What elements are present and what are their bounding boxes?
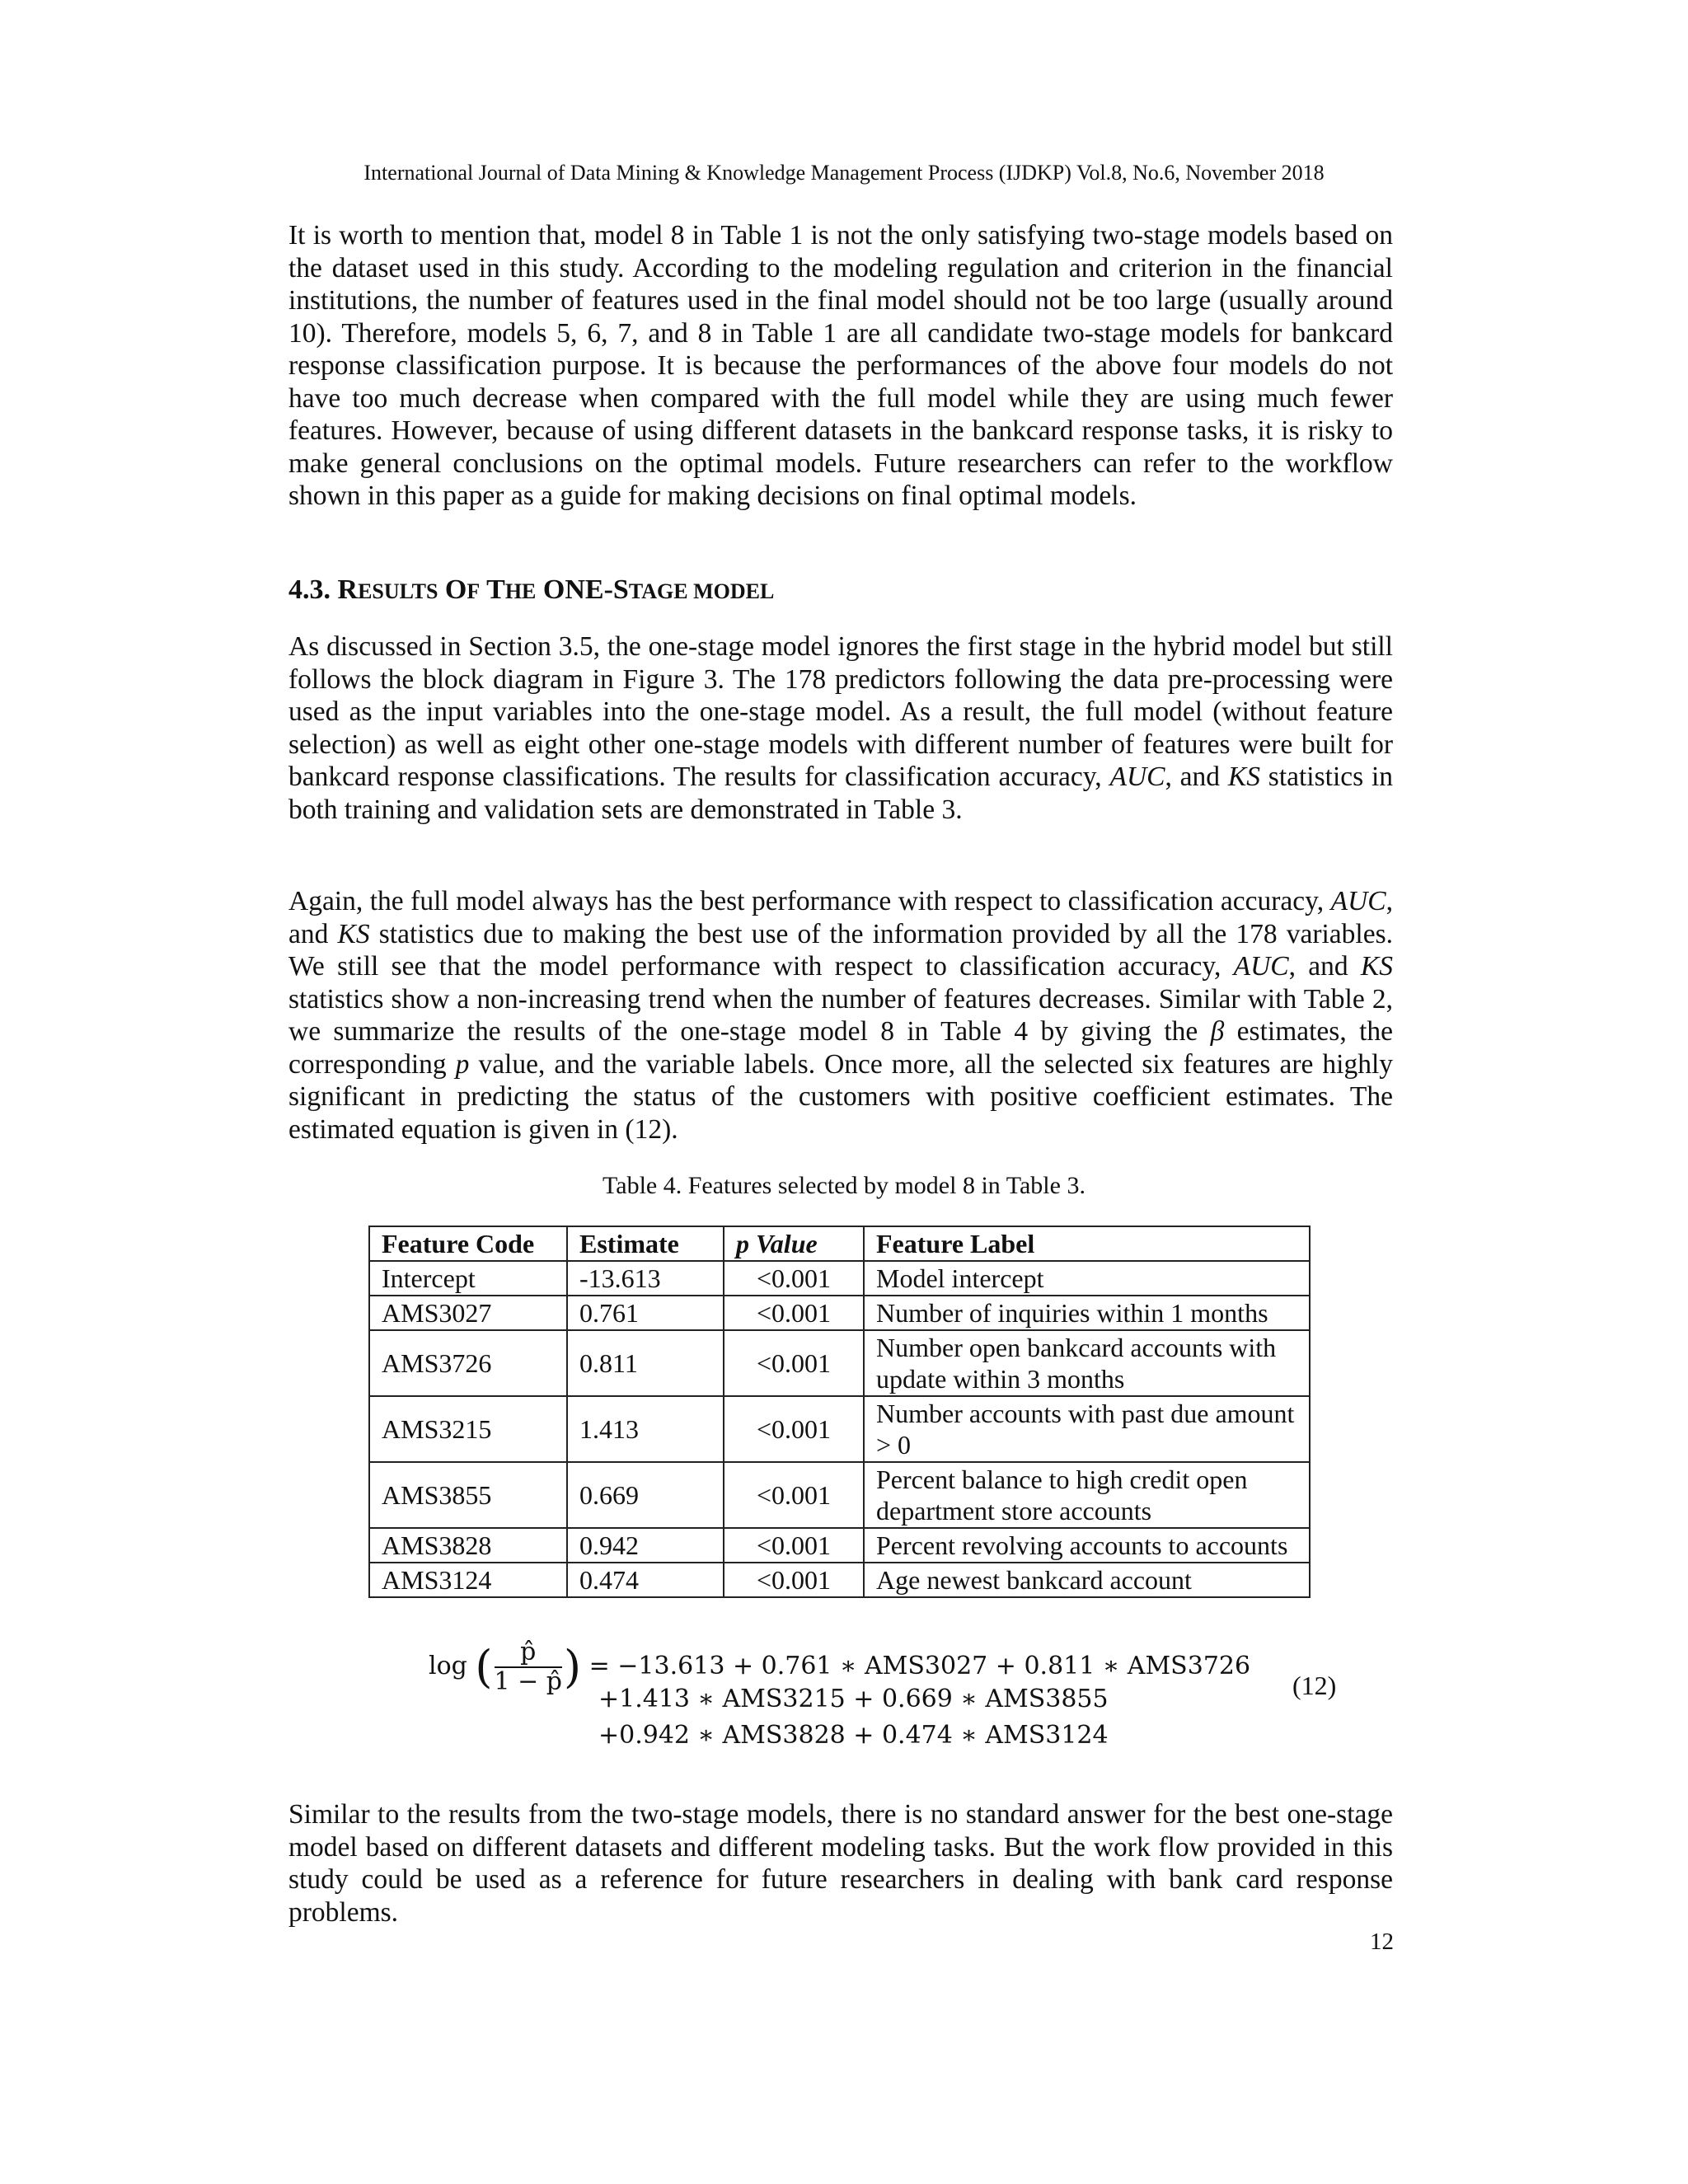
table-row bbox=[369, 1330, 1310, 1396]
cell-feature-label: Age newest bankcard account bbox=[864, 1563, 1310, 1597]
cell-estimate: 1.413 bbox=[567, 1396, 724, 1462]
equation-line-2: +1.413 ∗ AMS3215 + 0.669 ∗ AMS3855 bbox=[598, 1685, 1109, 1713]
header-estimate: Estimate bbox=[567, 1226, 724, 1261]
cell-feature-label: Percent balance to high credit open department store accounts bbox=[864, 1462, 1310, 1528]
paragraph-one-stage-intro: As discussed in Section 3.5, the one-stage model ignores the first stage in the hybrid model but still follows the block diagram in Figure 3. The 178 predictors following the data pre-processing were used as the input variables into the one-stage model. As a result, the full model (without feature selection) as well as eight other one-stage models with different number of features were built for bankcard response classifications. The results for classification accuracy, AUC, and KS statistics in both training and validation sets are demonstrated in Table 3. bbox=[288, 631, 1394, 825]
cell-p-value: <0.001 bbox=[724, 1261, 864, 1296]
cell-feature-label: Model intercept bbox=[864, 1261, 1310, 1296]
cell-p-value: <0.001 bbox=[724, 1462, 864, 1528]
paragraph-model-discussion: It is worth to mention that, model 8 in Table 1 is not the only satisfying two-stage models based on the dataset used in this study. According to the modeling regulation and criterion in the financial institutions, the number of features used in the final model should not be too large (usually around 10). Therefore, models 5, 6, 7, and 8 in Table 1 are all candidate two-stage models for bankcard response classification purpose. It is because the performances of the above four models do not have too much decrease when compared with the full model while they are using much fewer features. However, because of using different datasets in the bankcard response tasks, it is risky to make general conclusions on the optimal models. Future researchers can refer to the workflow shown in this paper as a guide for making decisions on final optimal models. bbox=[288, 220, 1393, 511]
equation-line-3: +0.942 ∗ AMS3828 + 0.474 ∗ AMS3124 bbox=[598, 1721, 1109, 1750]
running-header: International Journal of Data Mining & Knowledge Management Process (IJDKP) Vol.8, No.6, November 2018 bbox=[363, 161, 1325, 185]
cell-feature-code: AMS3124 bbox=[369, 1563, 567, 1597]
paragraph-full-model: Again, the full model always has the best performance with respect to classification accuracy, AUC, and KS statistics due to making the best use of the information provided by all the 178 variables. We still see that the model performance with respect to classification accuracy, AUC, and KS statistics show a non-increasing trend when the number of features decreases. Similar with Table 2, we summarize the results of the one-stage model 8 in Table 4 by giving the β estimates, the corresponding p value, and the variable labels. Once more, all the selected six features are highly significant in predicting the status of the customers with positive coefficient estimates. The estimated equation is given in (12). bbox=[288, 886, 1394, 1145]
cell-estimate: 0.942 bbox=[567, 1528, 724, 1563]
eq-fraction bbox=[495, 1638, 563, 1696]
cell-feature-label: Percent revolving accounts to accounts bbox=[864, 1528, 1310, 1563]
features-table bbox=[368, 1226, 1311, 1598]
equation-number: (12) bbox=[1292, 1671, 1337, 1700]
eq-numerator: p̂ bbox=[495, 1638, 563, 1668]
cell-feature-label: Number accounts with past due amount > 0 bbox=[864, 1396, 1310, 1462]
eq-rhs-line-1: = −13.613 + 0.761 ∗ AMS3027 + 0.811 ∗ AMS3726 bbox=[588, 1652, 1251, 1680]
cell-p-value: <0.001 bbox=[724, 1528, 864, 1563]
table-row bbox=[369, 1563, 1310, 1597]
cell-estimate: 0.474 bbox=[567, 1563, 724, 1597]
table-row bbox=[369, 1261, 1310, 1296]
table-header-row bbox=[369, 1226, 1310, 1261]
table-caption: Table 4. Features selected by model 8 in Table 3. bbox=[603, 1172, 1085, 1199]
cell-feature-code: AMS3726 bbox=[369, 1330, 567, 1396]
eq-log: log bbox=[429, 1652, 467, 1680]
cell-feature-label: Number open bankcard accounts with update within 3 months bbox=[864, 1330, 1310, 1396]
paragraph-conclusion: Similar to the results from the two-stage models, there is no standard answer for the best one-stage model based on different datasets and different modeling tasks. But the work flow provided in this study could be used as a reference for future researchers in dealing with bank card response problems. bbox=[288, 1799, 1393, 1928]
cell-feature-code: Intercept bbox=[369, 1261, 567, 1296]
table-row bbox=[369, 1462, 1310, 1528]
eq-denominator: 1 − p̂ bbox=[494, 1667, 562, 1696]
eq-right-paren: ) bbox=[564, 1641, 582, 1693]
cell-p-value: <0.001 bbox=[724, 1563, 864, 1597]
equation-12 bbox=[429, 1615, 1418, 1772]
table-row bbox=[369, 1296, 1310, 1330]
cell-p-value: <0.001 bbox=[724, 1330, 864, 1396]
cell-feature-code: AMS3855 bbox=[369, 1462, 567, 1528]
cell-p-value: <0.001 bbox=[724, 1296, 864, 1330]
cell-feature-code: AMS3215 bbox=[369, 1396, 567, 1462]
cell-estimate: 0.669 bbox=[567, 1462, 724, 1528]
table-row bbox=[369, 1528, 1310, 1563]
header-feature-label: Feature Label bbox=[864, 1226, 1310, 1261]
cell-feature-code: AMS3027 bbox=[369, 1296, 567, 1330]
cell-estimate: 0.761 bbox=[567, 1296, 724, 1330]
eq-left-paren: ( bbox=[475, 1641, 493, 1693]
header-feature-code: Feature Code bbox=[369, 1226, 567, 1261]
table-row bbox=[369, 1396, 1310, 1462]
header-p-value: p Value bbox=[724, 1226, 864, 1261]
cell-feature-label: Number of inquiries within 1 months bbox=[864, 1296, 1310, 1330]
section-heading: 4.3. RESULTS OF THE ONE-STAGE MODEL bbox=[288, 574, 775, 605]
cell-estimate: -13.613 bbox=[567, 1261, 724, 1296]
cell-p-value: <0.001 bbox=[724, 1396, 864, 1462]
page-number: 12 bbox=[1370, 1929, 1394, 1955]
cell-feature-code: AMS3828 bbox=[369, 1528, 567, 1563]
cell-estimate: 0.811 bbox=[567, 1330, 724, 1396]
